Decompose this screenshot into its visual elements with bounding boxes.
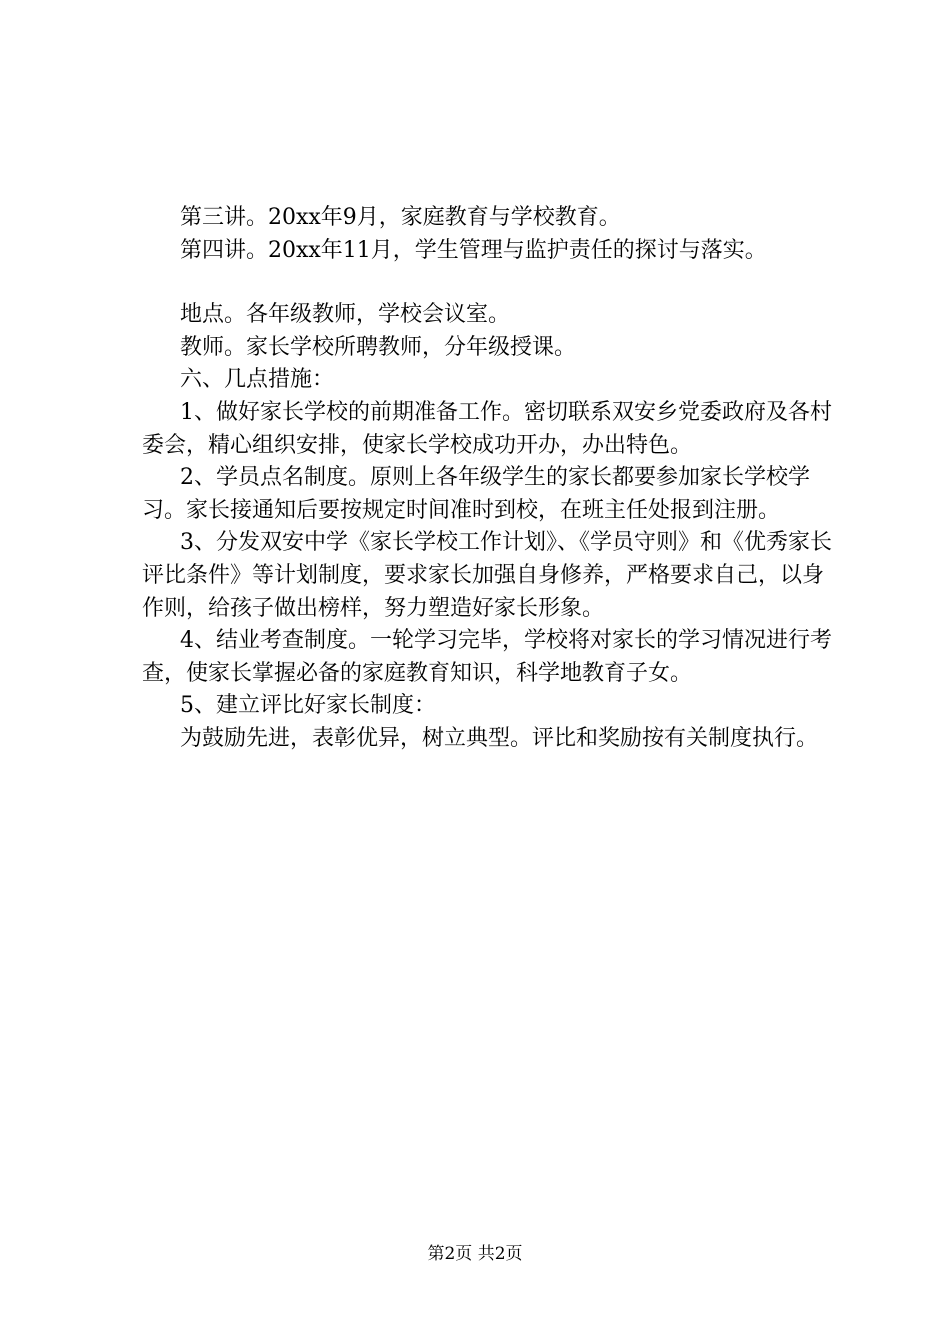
lecture-four-line: 第四讲。20xx年11月，学生管理与监护责任的探讨与落实。 [180, 237, 767, 263]
document-body [142, 202, 842, 756]
measure-paragraph-3: 3、分发双安中学《家长学校工作计划》、《学员守则》和《优秀家长评比条件》等计划制度，要求家长加强自身修养，严格要求自己，以身作则，给孩子做出榜样，努力塑造好家长形象。 [142, 530, 832, 621]
measures-heading: 六、几点措施： [180, 367, 335, 393]
page-number-label: 第2页 共2页 [427, 1244, 523, 1264]
lecture-three-line: 第三讲。20xx年9月，家庭教育与学校教育。 [180, 205, 621, 230]
measure-paragraph-5-detail: 为鼓励先进，表彰优异，树立典型。评比和奖励按有关制度执行。 [180, 725, 819, 751]
location-line: 地点。各年级教师，学校会议室。 [180, 302, 511, 328]
measure-paragraph-2: 2、学员点名制度。原则上各年级学生的家长都要参加家长学校学习。家长接通知后要按规定时间准时到校，在班主任处报到注册。 [142, 465, 810, 523]
measure-paragraph-5: 5、建立评比好家长制度： [180, 693, 436, 719]
teacher-line: 教师。家长学校所聘教师，分年级授课。 [180, 334, 577, 360]
measure-paragraph-1: 1、做好家长学校的前期准备工作。密切联系双安乡党委政府及各村委会，精心组织安排，使家长学校成功开办，办出特色。 [142, 399, 832, 458]
page-footer [0, 1244, 950, 1264]
blank-line [142, 267, 842, 299]
measure-paragraph-4: 4、结业考查制度。一轮学习完毕，学校将对家长的学习情况进行考查，使家长掌握必备的家庭教育知识，科学地教育子女。 [142, 628, 832, 686]
